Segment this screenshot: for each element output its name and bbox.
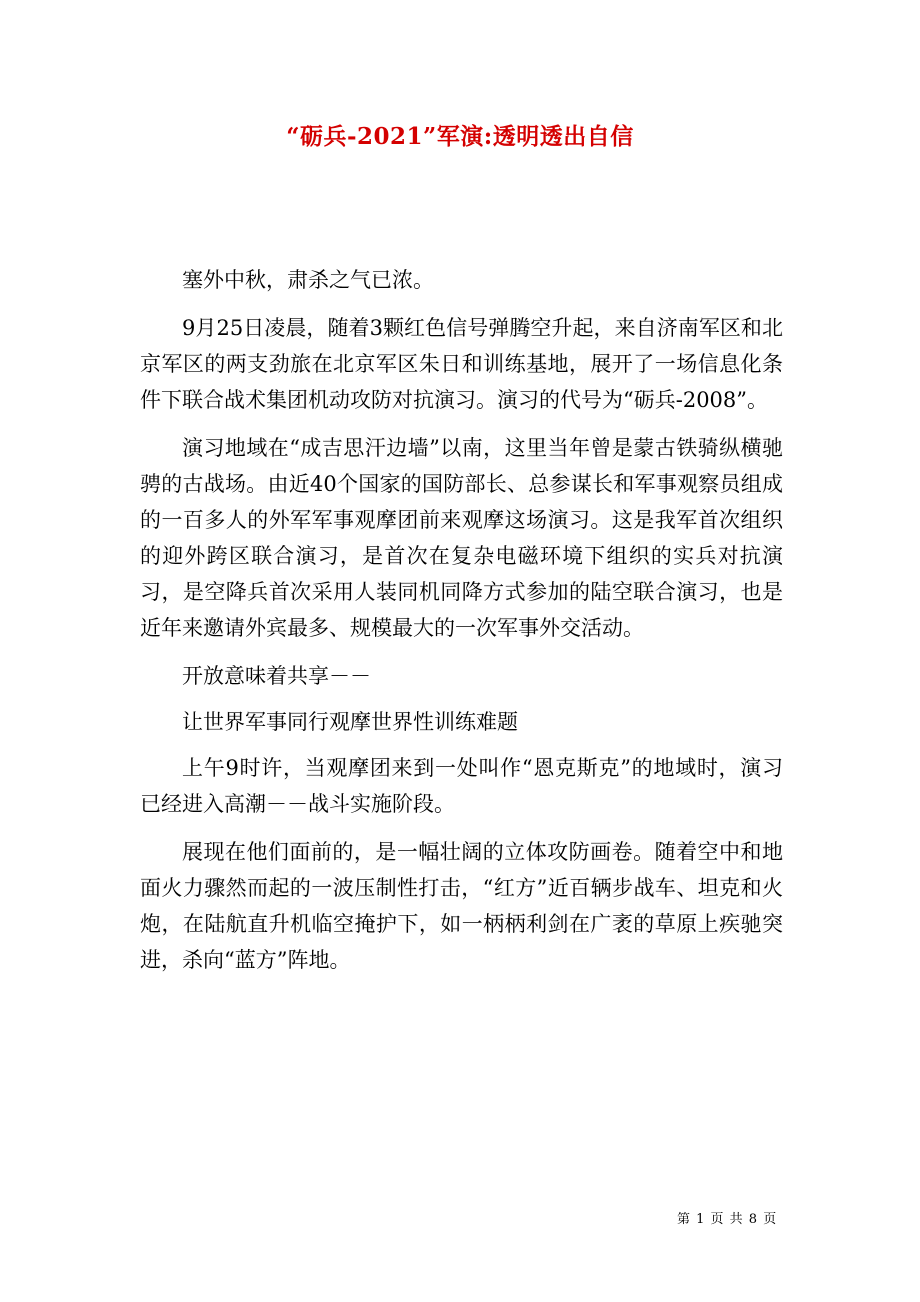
paragraph: 塞外中秋，肃杀之气已浓。 (182, 268, 434, 292)
paragraph: 上午9时许，当观摩团来到一处叫作“恩克斯克”的地域时，演习已经进入高潮－－战斗实施阶段。 (140, 756, 783, 816)
page-number-footer: 第 1 页 共 8 页 (677, 1212, 778, 1227)
paragraph: 演习地域在“成吉思汗边墙”以南，这里当年曾是蒙古铁骑纵横驰骋的古战场。由近40个国家的国防部长、总参谋长和军事观察员组成的一百多人的外军军事观摩团前来观摩这场演习。这是我军首次组织的迎外跨区联合演习，是首次在复杂电磁环境下组织的实兵对抗演习，是空降兵首次采用人装同机同降方式参加的陆空联合演习，也是近年来邀请外宾最多、规模最大的一次军事外交活动。 (140, 436, 783, 640)
paragraph: 9月25日凌晨，随着3颗红色信号弹腾空升起，来自济南军区和北京军区的两支劲旅在北京军区朱日和训练基地，展开了一场信息化条件下联合战术集团机动攻防对抗演习。演习的代号为“砺兵-2008”。 (140, 316, 783, 412)
paragraph: 开放意味着共享－－ (182, 664, 371, 688)
paragraph: 让世界军事同行观摩世界性训练难题 (182, 710, 518, 734)
document-title: “砺兵-2021”军演:透明透出自信 (286, 123, 634, 150)
document-body (140, 262, 783, 990)
paragraph: 展现在他们面前的，是一幅壮阔的立体攻防画卷。随着空中和地面火力骤然而起的一波压制性打击，“红方”近百辆步战车、坦克和火炮，在陆航直升机临空掩护下，如一柄柄利剑在广袤的草原上疾驰突进，杀向“蓝方”阵地。 (140, 840, 783, 972)
